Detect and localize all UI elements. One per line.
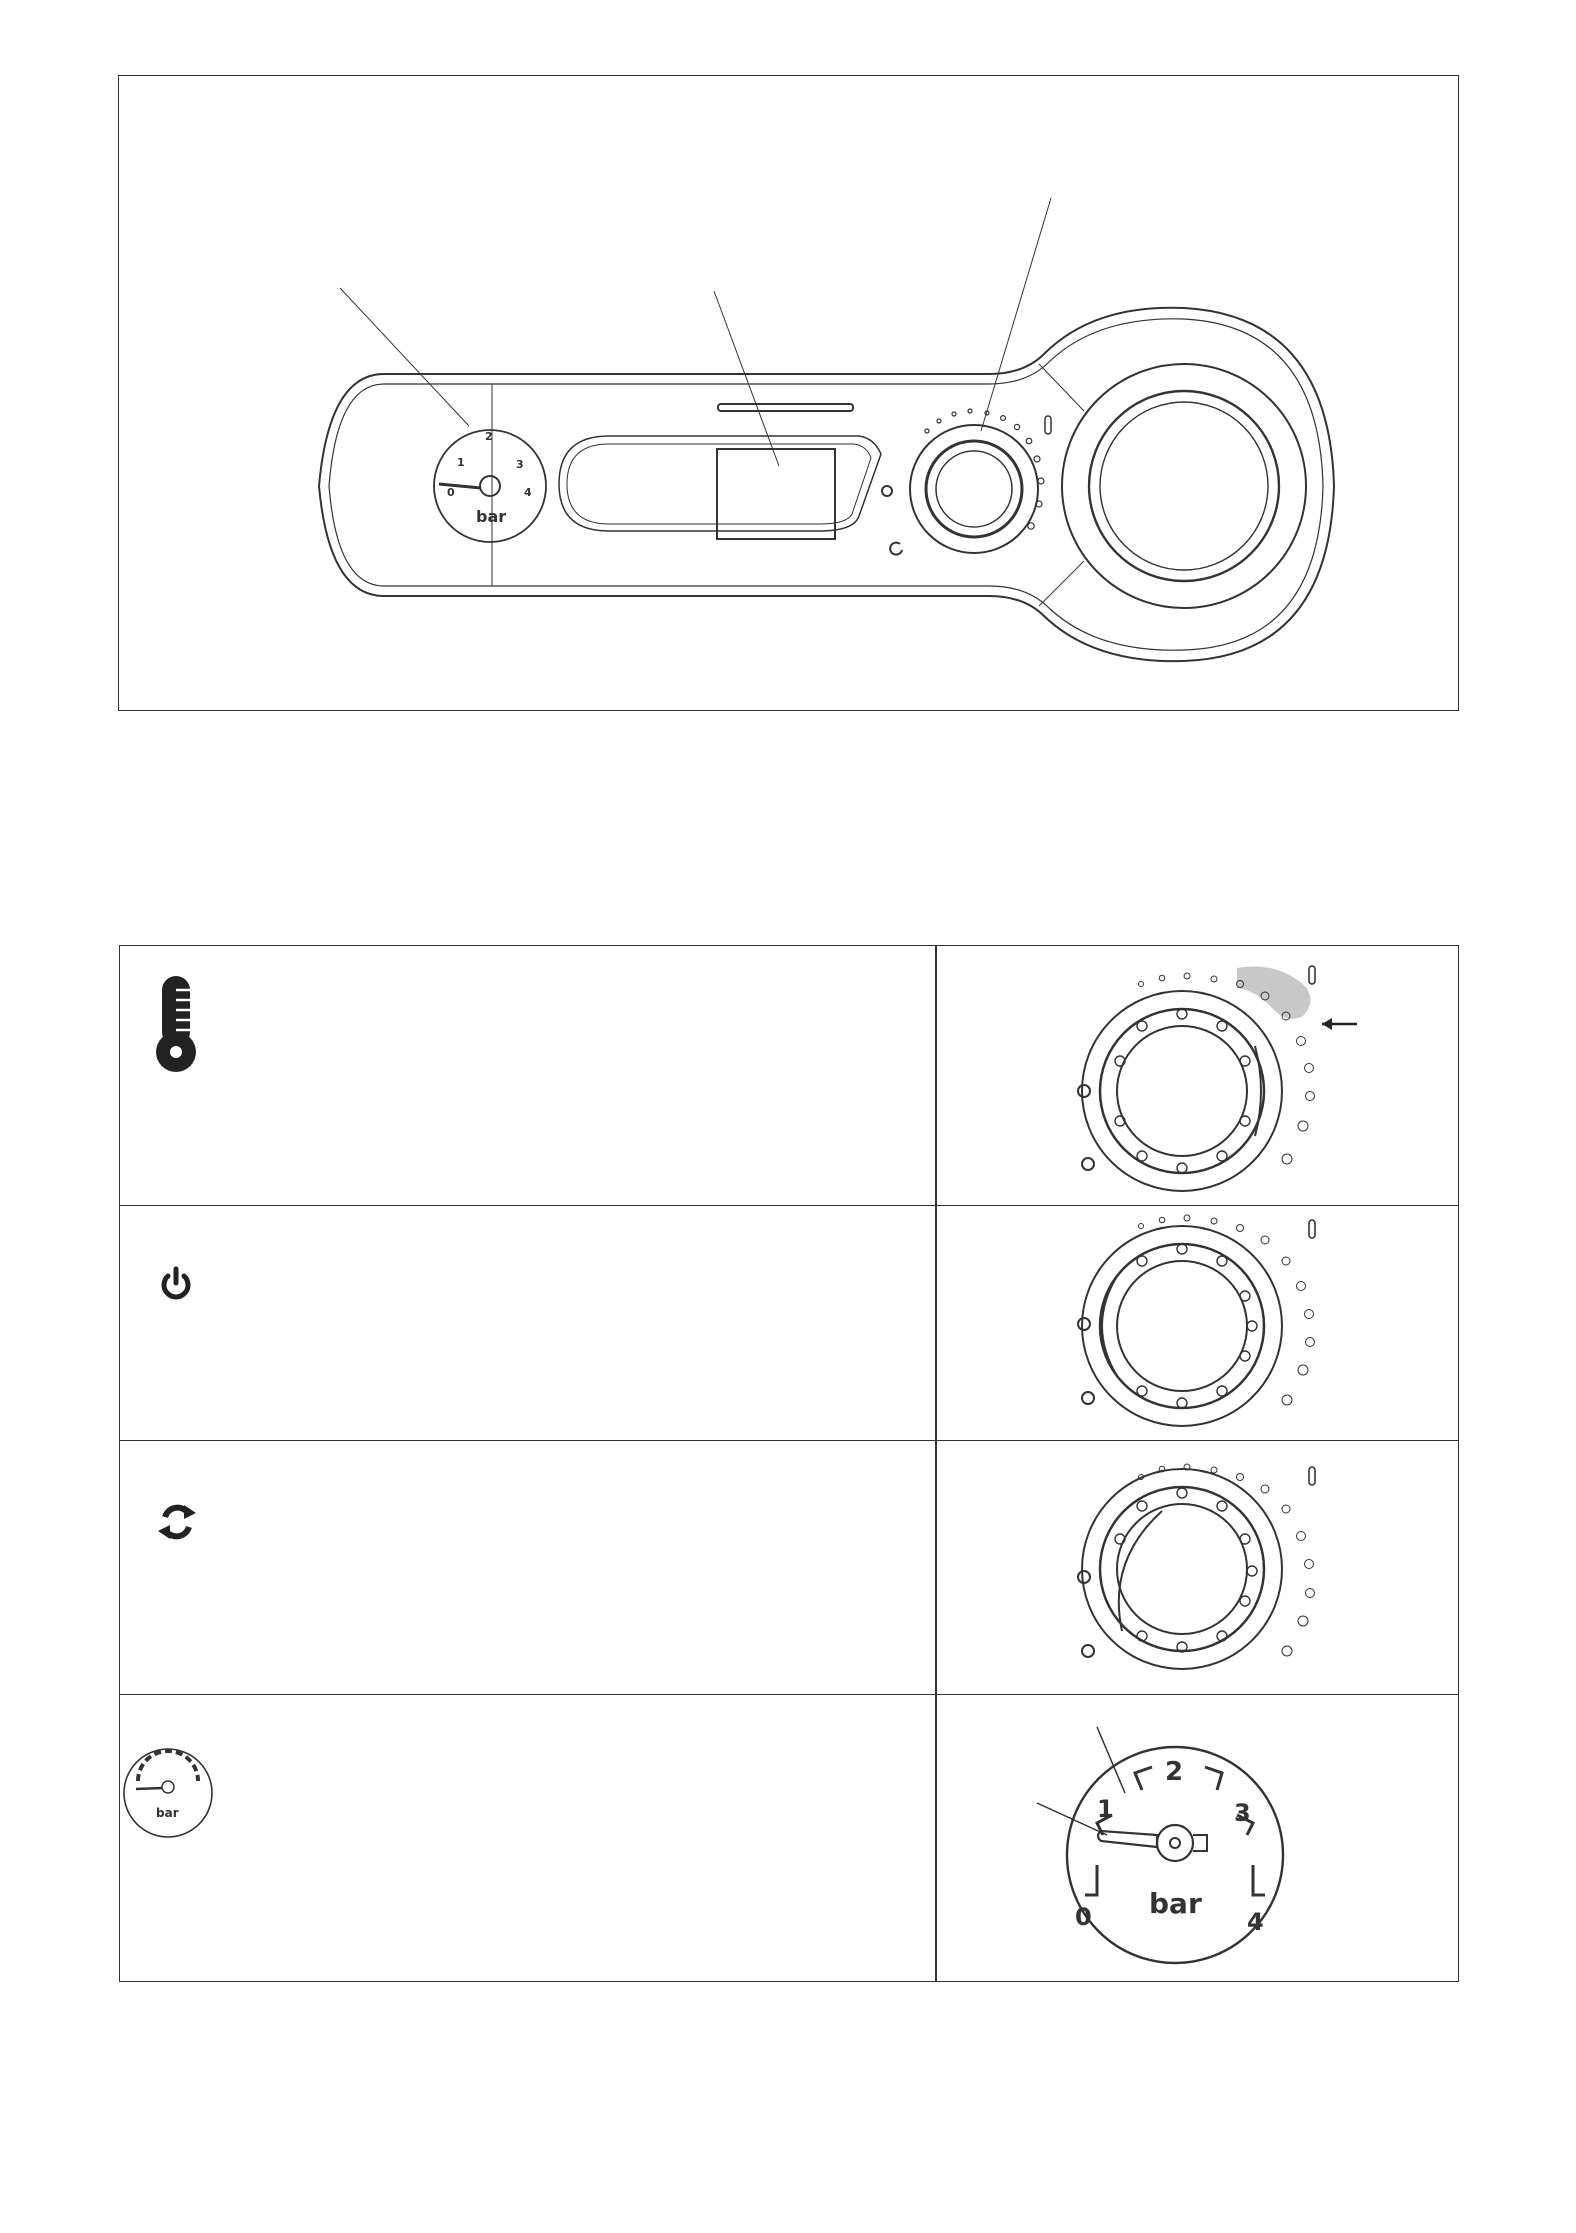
selector-symbols [882,416,1051,555]
overview-scale-4: 4 [524,486,532,499]
overview-scale-1: 1 [457,456,465,469]
thermometer-icon [156,976,196,1072]
gauge-scale-3: 3 [1234,1799,1251,1827]
table-row [120,1440,1458,1694]
table-row [120,1205,1458,1440]
overview-scale-0: 0 [447,486,455,499]
gauge-scale-4: 4 [1247,1908,1264,1936]
selector-knob-high-temperature [937,946,1458,1205]
power-icon [158,1266,194,1302]
gauge-leader-line [1097,1727,1125,1793]
leader-lines [340,198,1051,466]
table-row [120,1694,1458,1983]
gauge-unit-label: bar [1149,1887,1202,1920]
gauge-scale-labels [1075,1757,1264,1936]
overview-scale-3: 3 [516,458,524,471]
pressure-gauge-detail [937,1695,1458,1983]
overview-scale-2: 2 [485,430,493,443]
selector-knob-reset [937,1441,1458,1694]
control-panel-overview [118,75,1459,711]
gauge-scale-1: 1 [1097,1795,1114,1823]
gauge-scale-2: 2 [1165,1757,1184,1787]
table-row [120,946,1458,1205]
reset-icon [156,1501,198,1543]
control-panel-drawing [119,76,1458,710]
overview-gauge-unit: bar [476,507,507,526]
gauge-scale-0: 0 [1075,1903,1092,1931]
overview-gauge-scale [447,430,532,526]
selector-knob-off [937,1206,1458,1440]
pressure-gauge-icon [114,1745,220,1841]
svg-text:bar: bar [156,1806,179,1820]
symbol-reference-table [119,945,1459,1982]
